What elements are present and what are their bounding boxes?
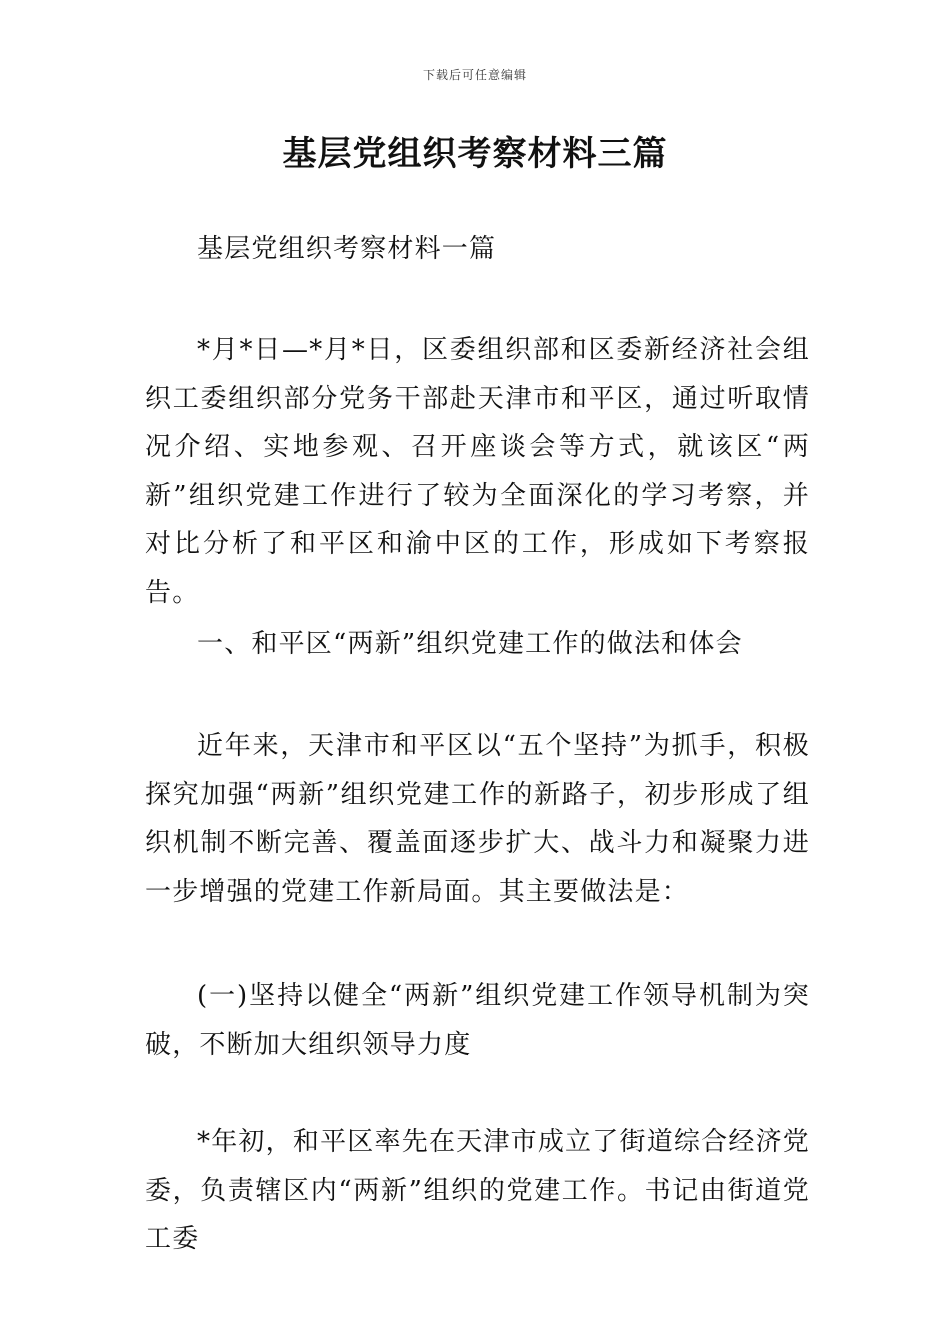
paragraph-detail: *年初，和平区率先在天津市成立了街道综合经济党委，负责辖区内“两新”组织的党建工作。书记由街道党工委 bbox=[145, 1127, 810, 1254]
paragraph-intro: *月*日—*月*日，区委组织部和区委新经济社会组织工委组织部分党务干部赴天津市和平区，通过听取情况介绍、实地参观、召开座谈会等方式，就该区“两新”组织党建工作进行了较为全面深化的学习考察，并对比分析了和平区和渝中区的工作，形成如下考察报告。 bbox=[145, 335, 810, 608]
subsection-heading-1: (一)坚持以健全“两新”组织党建工作领导机制为突破，不断加大组织领导力度 bbox=[145, 981, 810, 1060]
document-title: 基层党组织考察材料三篇 bbox=[282, 134, 668, 174]
section-heading-1: 一、和平区“两新”组织党建工作的做法和体会 bbox=[197, 629, 743, 659]
header-note: 下载后可任意编辑 bbox=[422, 68, 527, 82]
paragraph-overview: 近年来，天津市和平区以“五个坚持”为抓手，积极探究加强“两新”组织党建工作的新路子，初步形成了组织机制不断完善、覆盖面逐步扩大、战斗力和凝聚力进一步增强的党建工作新局面。其主要做法是： bbox=[145, 731, 810, 907]
document-subtitle: 基层党组织考察材料一篇 bbox=[197, 234, 497, 264]
